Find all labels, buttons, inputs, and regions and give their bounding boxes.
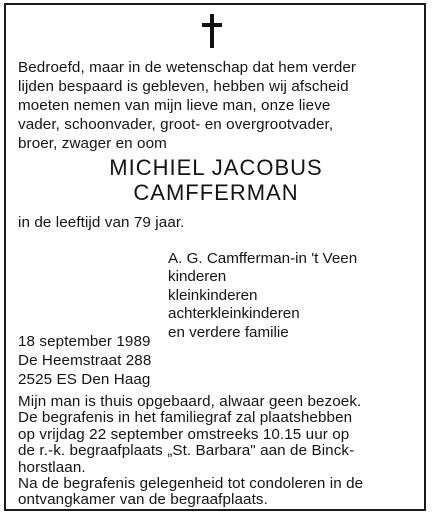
closing-line: Na de begrafenis gelegenheid tot condoleren in de	[18, 475, 364, 492]
cross-icon	[202, 14, 222, 48]
address-street: De Heemstraat 288	[18, 352, 152, 369]
opening-line: Bedroefd, maar in de wetenschap dat hem verder	[18, 59, 357, 76]
closing-line: Mijn man is thuis opgebaard, alwaar geen bezoek.	[18, 393, 362, 410]
age-line: in de leeftijd van 79 jaar.	[18, 214, 185, 231]
family-member: kleinkinderen	[168, 286, 258, 304]
family-member: en verdere familie	[168, 323, 289, 341]
family-member: kinderen	[168, 268, 227, 286]
closing-line: ontvangkamer van de begraafplaats.	[18, 491, 268, 509]
family-member: achterkleinkinderen	[168, 305, 300, 323]
closing-line: horstlaan.	[18, 458, 86, 476]
opening-line: lijden bespaard is gebleven, hebben wij afscheid	[18, 78, 349, 95]
opening-line: vader, schoonvader, groot- en overgrootvader,	[18, 116, 334, 133]
family-member: A. G. Camfferman-in 't Veen	[168, 250, 358, 267]
opening-line: moeten nemen van mijn lieve man, onze lieve	[18, 97, 331, 114]
deceased-surname: CAMFFERMAN	[133, 180, 299, 205]
family-list	[168, 250, 357, 342]
deceased-first-names: MICHIEL JACOBUS	[109, 155, 323, 180]
opening-line: broer, zwager en oom	[18, 135, 167, 152]
closing-line: De begrafenis in het familiegraf zal plaatshebben	[18, 409, 353, 427]
notice-date: 18 september 1989	[18, 333, 151, 350]
closing-line: de r.-k. begraafplaats „St. Barbara" aan de Binck-	[18, 442, 355, 460]
closing-line: op vrijdag 22 september omstreeks 10.15 uur op	[18, 425, 350, 443]
address-city: 2525 ES Den Haag	[18, 371, 151, 388]
